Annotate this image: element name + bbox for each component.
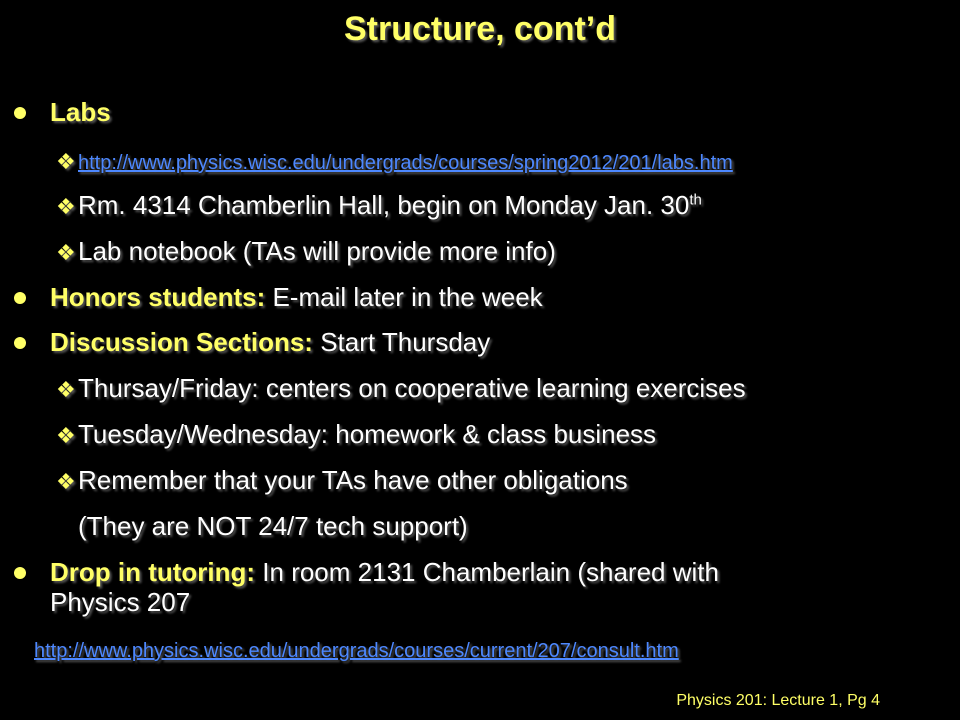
bullet-tutoring [0, 557, 719, 587]
discussion-note [78, 511, 468, 541]
tutoring-link-row [34, 633, 679, 666]
yellow-dot-bullet-icon [14, 567, 26, 579]
diamond-bullet-icon: ❖ [56, 149, 76, 174]
diamond-bullet-icon: ❖ [56, 240, 76, 265]
slide-footer: Physics 201: Lecture 1, Pg 4 [676, 692, 880, 709]
discussion-item [56, 419, 656, 451]
diamond-bullet-icon: ❖ [56, 423, 76, 448]
tutoring-line2 [50, 587, 190, 617]
discussion-item-text: Tuesday/Wednesday: homework & class business [78, 419, 657, 449]
labs-room-text: Rm. 4314 Chamberlin Hall, begin on Monday Jan. 30 [78, 190, 690, 220]
tutoring-link[interactable]: http://www.physics.wisc.edu/undergrads/courses/current/207/consult.htm [34, 640, 679, 662]
tutoring-text-line1: In room 2131 Chamberlain (shared with [255, 557, 719, 587]
labs-room-item [56, 190, 702, 222]
discussion-item [56, 373, 746, 405]
bullet-discussion [0, 327, 490, 357]
labs-room-sup: th [689, 191, 702, 209]
labs-link-item [56, 145, 733, 178]
discussion-item [56, 465, 628, 497]
diamond-bullet-icon: ❖ [56, 377, 76, 402]
bullet-labs [0, 97, 111, 127]
yellow-dot-bullet-icon [14, 107, 26, 119]
yellow-dot-bullet-icon [14, 292, 26, 304]
yellow-dot-bullet-icon [14, 337, 26, 349]
discussion-label: Discussion Sections: [50, 327, 313, 357]
labs-heading: Labs [50, 97, 111, 127]
slide-title: Structure, cont’d [343, 10, 617, 48]
tutoring-text-line2: Physics 207 [50, 587, 191, 617]
tutoring-label: Drop in tutoring: [50, 557, 256, 587]
labs-link[interactable]: http://www.physics.wisc.edu/undergrads/courses/spring2012/201/labs.htm [78, 152, 733, 174]
discussion-item-text: Remember that your TAs have other obligations [78, 465, 628, 495]
diamond-bullet-icon: ❖ [56, 469, 76, 494]
honors-text: E-mail later in the week [265, 282, 543, 312]
discussion-item-text: Thursay/Friday: centers on cooperative learning exercises [78, 373, 746, 403]
labs-notebook-text: Lab notebook (TAs will provide more info) [78, 236, 556, 266]
discussion-note-text: (They are NOT 24/7 tech support) [78, 511, 468, 541]
bullet-honors [0, 282, 543, 312]
diamond-bullet-icon: ❖ [56, 194, 76, 219]
discussion-text: Start Thursday [312, 327, 491, 357]
honors-label: Honors students: [50, 282, 266, 312]
labs-notebook-item [56, 236, 556, 268]
